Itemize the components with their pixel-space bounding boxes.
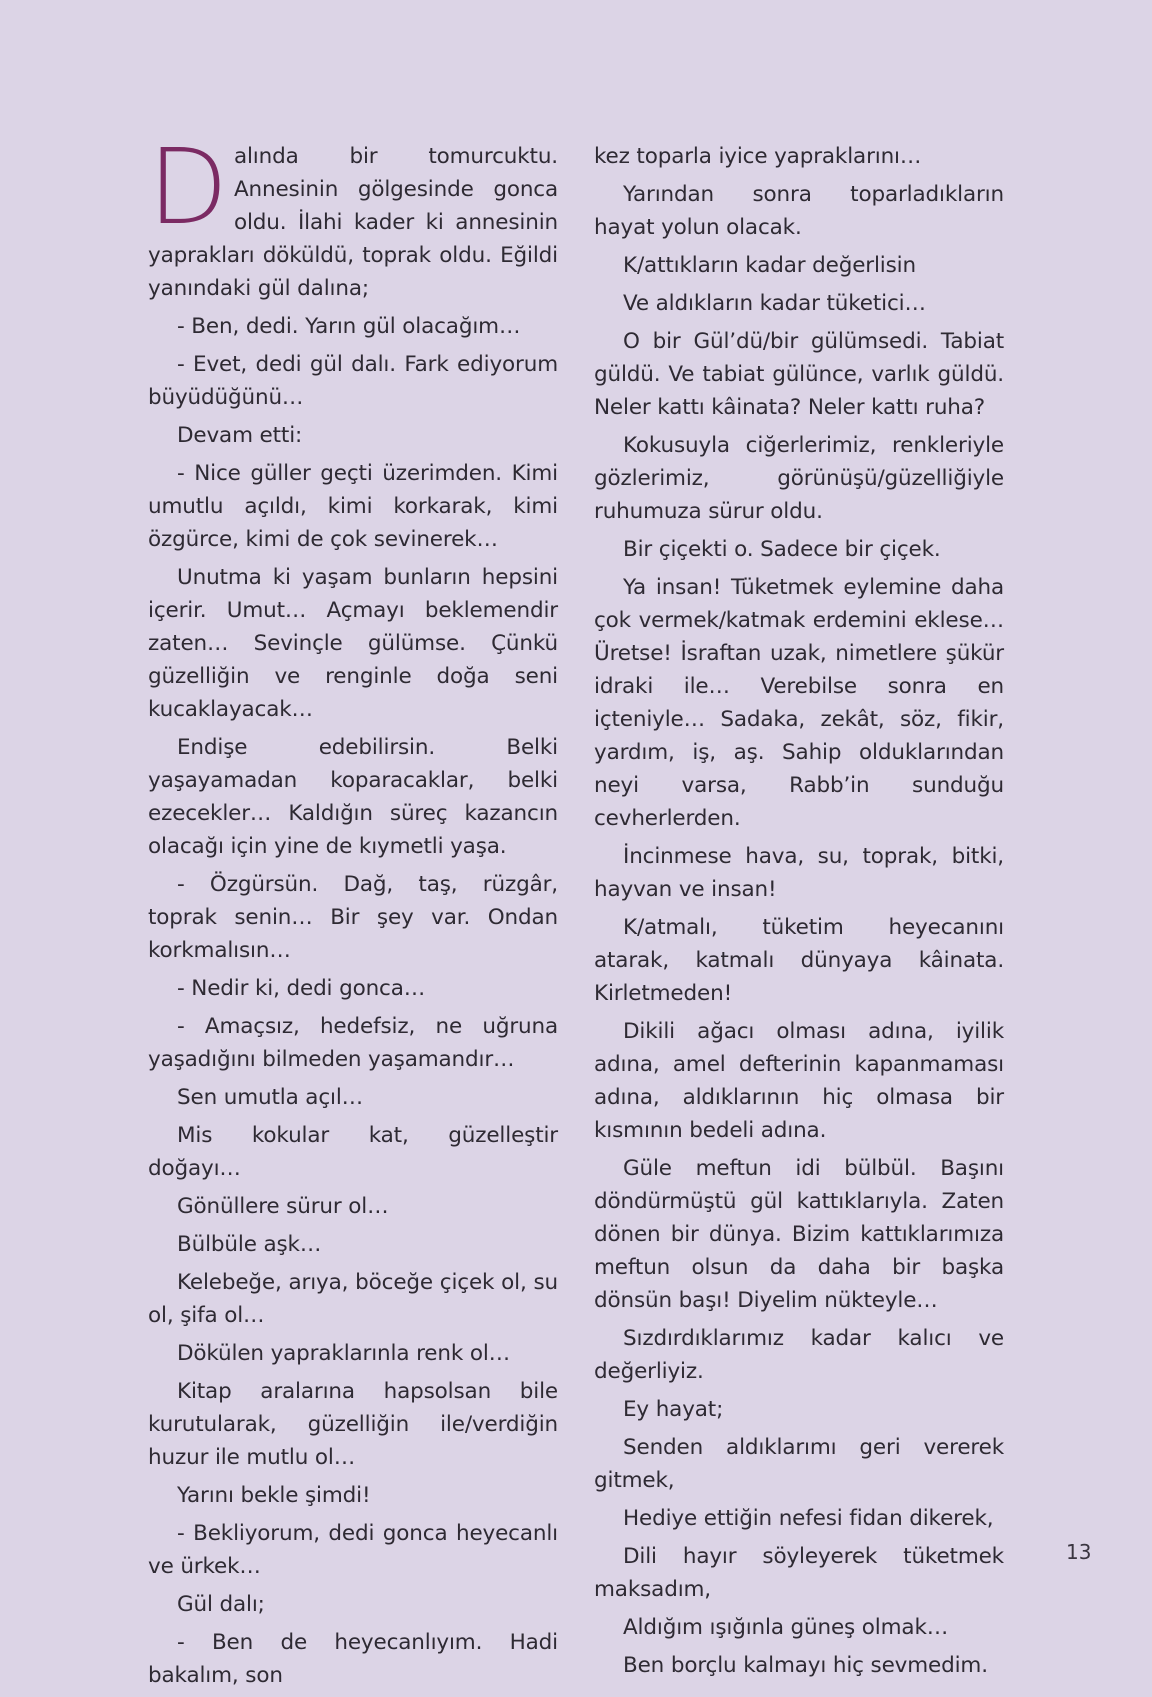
paragraph: - Evet, dedi gül dalı. Fark ediyorum büyüdüğünü… xyxy=(148,352,558,410)
paragraph: Ve aldıkların kadar tüketici… xyxy=(623,291,926,316)
paragraph: Ben borçlu kalmayı hiç sevmedim. xyxy=(623,1653,988,1678)
paragraph: - Nedir ki, dedi gonca… xyxy=(177,976,426,1001)
paragraph: Ya insan! Tüketmek eylemine daha çok vermek/katmak erdemini eklese… Üretse! İsraftan uzak, nimetlere şükür idraki ile… Verebilse sonra en içteniyle… Sadaka, zekât, söz, fikir, yardım, iş, aş. Sahip olduklarından neyi varsa, Rabb’in sunduğu cevherlerden. xyxy=(594,575,1004,831)
paragraph: - Nice güller geçti üzerimden. Kimi umutlu açıldı, kimi korkarak, kimi özgürce, kimi de çok sevinerek… xyxy=(148,461,558,552)
paragraph: Senden aldıklarımı geri vererek gitmek, xyxy=(594,1435,1004,1493)
paragraph: Kitap aralarına hapsolsan bile kurutularak, güzelliğin ile/verdiğin huzur ile mutlu ol… xyxy=(148,1379,558,1470)
paragraph: Devam etti: xyxy=(177,423,303,448)
left-column xyxy=(148,126,558,1697)
paragraph: - Ben, dedi. Yarın gül olacağım… xyxy=(177,314,521,339)
paragraph: Sızdırdıklarımız kadar kalıcı ve değerliyiz. xyxy=(594,1326,1004,1384)
paragraph: - Amaçsız, hedefsiz, ne uğruna yaşadığını bilmeden yaşamandır… xyxy=(148,1014,558,1072)
paragraph: Gönüllere sürur ol… xyxy=(177,1194,389,1219)
paragraph: Endişe edebilirsin. Belki yaşayamadan koparacaklar, belki ezecekler… Kaldığın süreç kazancın olacağı için yine de kıymetli yaşa. xyxy=(148,735,558,859)
paragraph: Sen umutla açıl… xyxy=(177,1085,363,1110)
paragraph: Bülbüle aşk… xyxy=(177,1232,322,1257)
paragraph: - Ben de heyecanlıyım. Hadi bakalım, son xyxy=(148,1630,558,1688)
paragraph: Aldığım ışığınla güneş olmak… xyxy=(623,1615,949,1640)
paragraph: Yarını bekle şimdi! xyxy=(177,1483,371,1508)
paragraph: Yarından sonra toparladıkların hayat yolun olacak. xyxy=(594,182,1004,240)
paragraph: Hediye ettiğin nefesi fidan dikerek, xyxy=(623,1506,994,1531)
paragraph: Gül dalı; xyxy=(177,1592,265,1617)
paragraph: Bir çiçekti o. Sadece bir çiçek. xyxy=(623,537,941,562)
paragraph: Güle meftun idi bülbül. Başını döndürmüştü gül kattıklarıyla. Zaten dönen bir dünya. Bizim kattıklarımıza meftun olsun da daha bir başka dönsün başı! Diyelim nükteyle… xyxy=(594,1156,1004,1313)
paragraph: O bir Gül’dü/bir gülümsedi. Tabiat güldü. Ve tabiat gülünce, varlık güldü. Neler kattı kâinata? Neler kattı ruha? xyxy=(594,329,1004,420)
paragraph: Dili hayır söyleyerek tüketmek maksadım, xyxy=(594,1544,1004,1602)
first-paragraph xyxy=(148,126,558,305)
paragraph: Mis kokular kat, güzelleştir doğayı… xyxy=(148,1123,558,1181)
paragraph: Kelebeğe, arıya, böceğe çiçek ol, su ol, şifa ol… xyxy=(148,1270,558,1328)
first-paragraph-text: alında bir tomurcuktu. Annesinin gölgesinde gonca oldu. İlahi kader ki annesinin yaprakları döküldü, toprak oldu. Eğildi yanındaki gül dalına; xyxy=(148,144,558,301)
paragraph: İncinmese hava, su, toprak, bitki, hayvan ve insan! xyxy=(594,844,1004,902)
paragraph: Dökülen yapraklarınla renk ol… xyxy=(177,1341,511,1366)
paragraph: Kokusuyla ciğerlerimiz, renkleriyle gözlerimiz, görünüşü/güzelliğiyle ruhumuza sürur oldu. xyxy=(594,433,1004,524)
paragraph: - Özgürsün. Dağ, taş, rüzgâr, toprak senin… Bir şey var. Ondan korkmalısın… xyxy=(148,872,558,963)
continuation-paragraph: kez toparla iyice yapraklarını… xyxy=(594,144,922,169)
paragraph: Ey hayat; xyxy=(623,1397,724,1422)
page-number: 13 xyxy=(1066,1540,1092,1564)
paragraph: Dikili ağacı olması adına, iyilik adına, amel defterinin kapanmaması adına, aldıklarının hiç olmasa bir kısmının bedeli adına. xyxy=(594,1019,1004,1143)
right-column xyxy=(594,140,1004,1687)
paragraph: K/atmalı, tüketim heyecanını atarak, katmalı dünyaya kâinata. Kirletmeden! xyxy=(594,915,1004,1006)
drop-cap: D xyxy=(148,126,228,248)
paragraph: K/attıkların kadar değerlisin xyxy=(623,253,916,278)
paragraph: Unutma ki yaşam bunların hepsini içerir. Umut… Açmayı beklemendir zaten… Sevinçle gülümse. Çünkü güzelliğin ve renginle doğa seni kucaklayacak… xyxy=(148,565,558,722)
paragraph: - Bekliyorum, dedi gonca heyecanlı ve ürkek… xyxy=(148,1521,558,1579)
